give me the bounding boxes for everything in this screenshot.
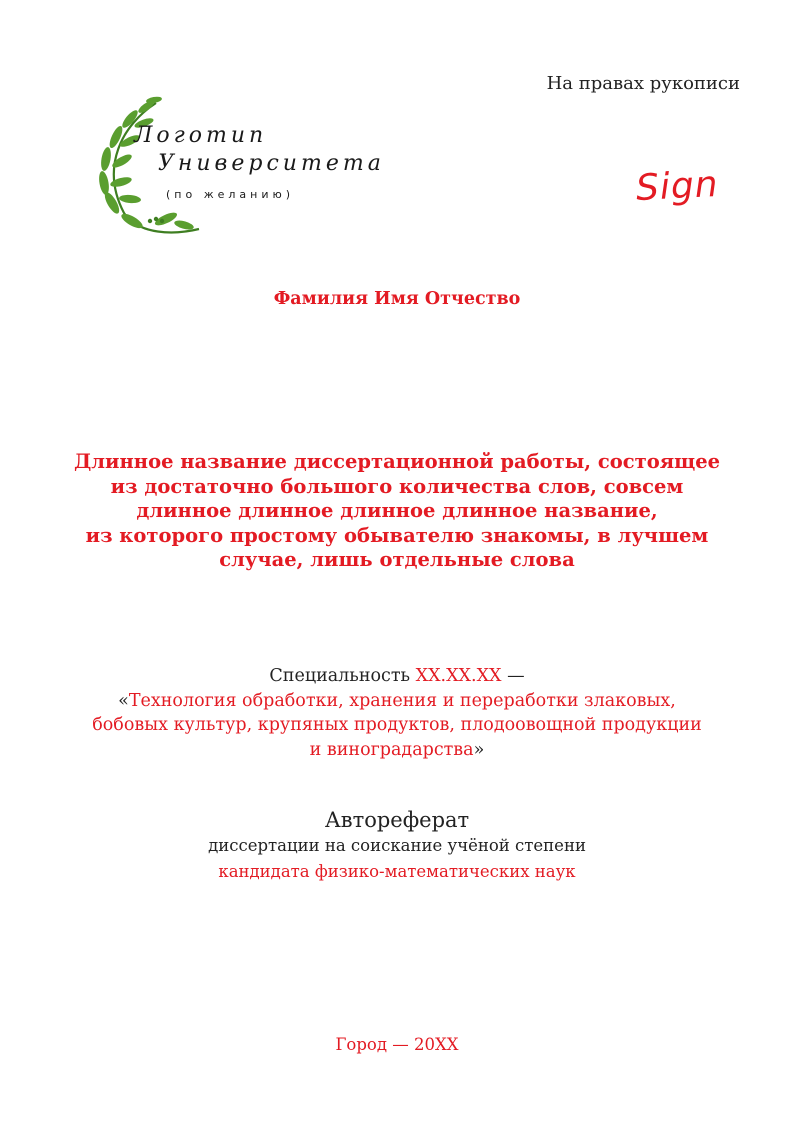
- specialty-name-part: Технология обработки, хранения и переработки злаковых,: [128, 690, 676, 711]
- specialty-dash: —: [501, 666, 525, 686]
- logo-line-2: Университета: [158, 151, 385, 176]
- degree-label: кандидата физико-математических наук: [218, 862, 576, 881]
- open-quote: «: [118, 690, 129, 711]
- title-line: длинное длинное длинное длинное название,: [136, 499, 658, 522]
- specialty-name-line: [80, 689, 714, 714]
- title-line: из которого простому обывателю знакомы, в лучшем: [85, 523, 709, 547]
- specialty-name-part: и виноградарства: [309, 739, 474, 760]
- rights-label: На правах рукописи: [546, 73, 740, 94]
- abstract-subtitle: диссертации на соискание учёной степени: [208, 836, 586, 855]
- signature: Sign: [634, 163, 720, 210]
- logo-line-1: Логотип: [134, 123, 268, 148]
- specialty-name-line: [80, 738, 714, 763]
- university-logo: [94, 95, 385, 240]
- dissertation-title: [60, 450, 734, 573]
- specialty-line: [80, 664, 714, 689]
- title-line: случае, лишь отдельные слова: [219, 548, 575, 571]
- close-quote: »: [473, 739, 485, 760]
- specialty-block: [80, 664, 714, 762]
- title-line: из достаточно большого количества слов, совсем: [110, 474, 684, 498]
- logo-note: (по желанию): [166, 188, 295, 201]
- city-year: Город — 20XX: [335, 1035, 459, 1054]
- specialty-code: XX.XX.XX: [415, 666, 502, 686]
- abstract-heading: Автореферат: [324, 808, 470, 832]
- author-name: Фамилия Имя Отчество: [273, 289, 521, 309]
- title-line: Длинное название диссертационной работы, состоящее: [73, 450, 721, 473]
- specialty-prefix: Специальность: [269, 666, 416, 686]
- specialty-name-line: бобовых культур, крупяных продуктов, плодоовощной продукции: [92, 715, 702, 735]
